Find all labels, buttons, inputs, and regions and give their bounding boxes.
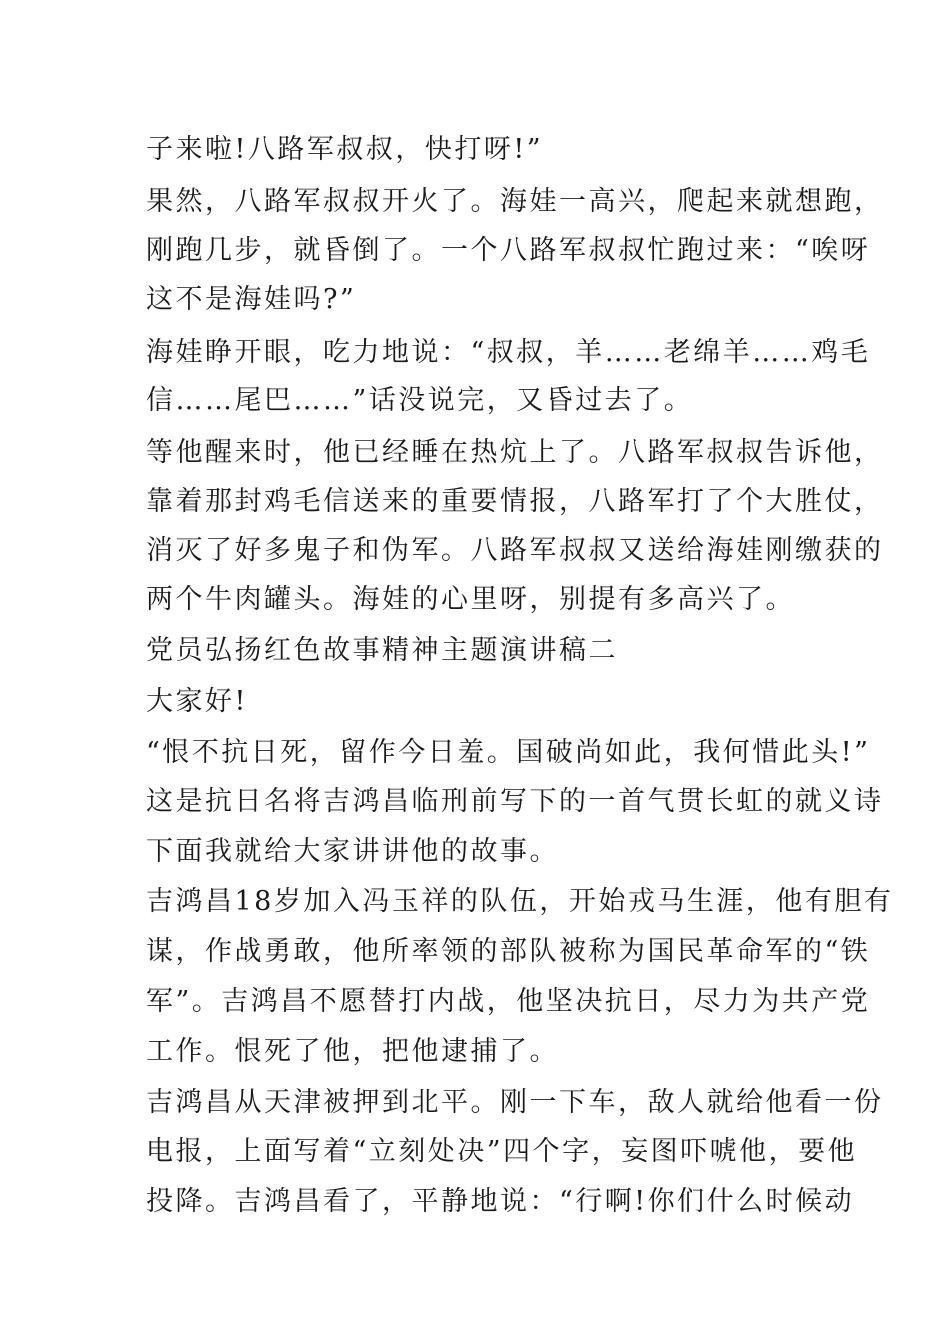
text-line: 下面我就给大家讲讲他的故事。 (146, 836, 559, 867)
text-line: 信……尾巴……”话没说完，又昏过去了。 (146, 385, 694, 416)
text-line: 这是抗日名将吉鸿昌临刑前写下的一首气贯长虹的就义诗 (146, 786, 884, 817)
text-line: 靠着那封鸡毛信送来的重要情报，八路军打了个大胜仗， (146, 486, 884, 517)
text-line: 消灭了好多鬼子和伪军。八路军叔叔又送给海娃刚缴获的 (146, 535, 884, 566)
text-line: 工作。恨死了他，把他逮捕了。 (146, 1036, 559, 1067)
text-line: 电报，上面写着“立刻处决”四个字，妄图吓唬他，要他 (146, 1136, 858, 1167)
text-line: 等他醒来时，他已经睡在热炕上了。八路军叔叔告诉他， (146, 437, 884, 468)
text-line: 子来啦!八路军叔叔，快打呀!” (146, 134, 544, 165)
text-line: 投降。吉鸿昌看了，平静地说：“行啊!你们什么时候动 (146, 1186, 855, 1217)
text-line: 谋，作战勇敢，他所率领的部队被称为国民革命军的“铁 (146, 936, 871, 967)
poem-quote: “恨不抗日死，留作今日羞。国破尚如此，我何惜此头!” (146, 737, 871, 768)
text-line: 吉鸿昌18岁加入冯玉祥的队伍，开始戎马生涯，他有胆有 (146, 886, 894, 917)
section-heading: 党员弘扬红色故事精神主题演讲稿二 (146, 635, 618, 666)
text-line: 刚跑几步，就昏倒了。一个八路军叔叔忙跑过来：“唉呀 (146, 235, 871, 266)
text-line: 两个牛肉罐头。海娃的心里呀，别提有多高兴了。 (146, 584, 795, 615)
text-line: 果然，八路军叔叔开火了。海娃一高兴，爬起来就想跑， (146, 186, 884, 217)
text-line: 吉鸿昌从天津被押到北平。刚一下车，敌人就给他看一份 (146, 1087, 884, 1118)
text-line: 这不是海娃吗?” (146, 284, 357, 315)
greeting: 大家好! (146, 686, 248, 717)
text-line: 军”。吉鸿昌不愿替打内战，他坚决抗日，尽力为共产党 (146, 986, 871, 1017)
text-line: 海娃睁开眼，吃力地说：“叔叔，羊……老绵羊……鸡毛 (146, 337, 871, 368)
